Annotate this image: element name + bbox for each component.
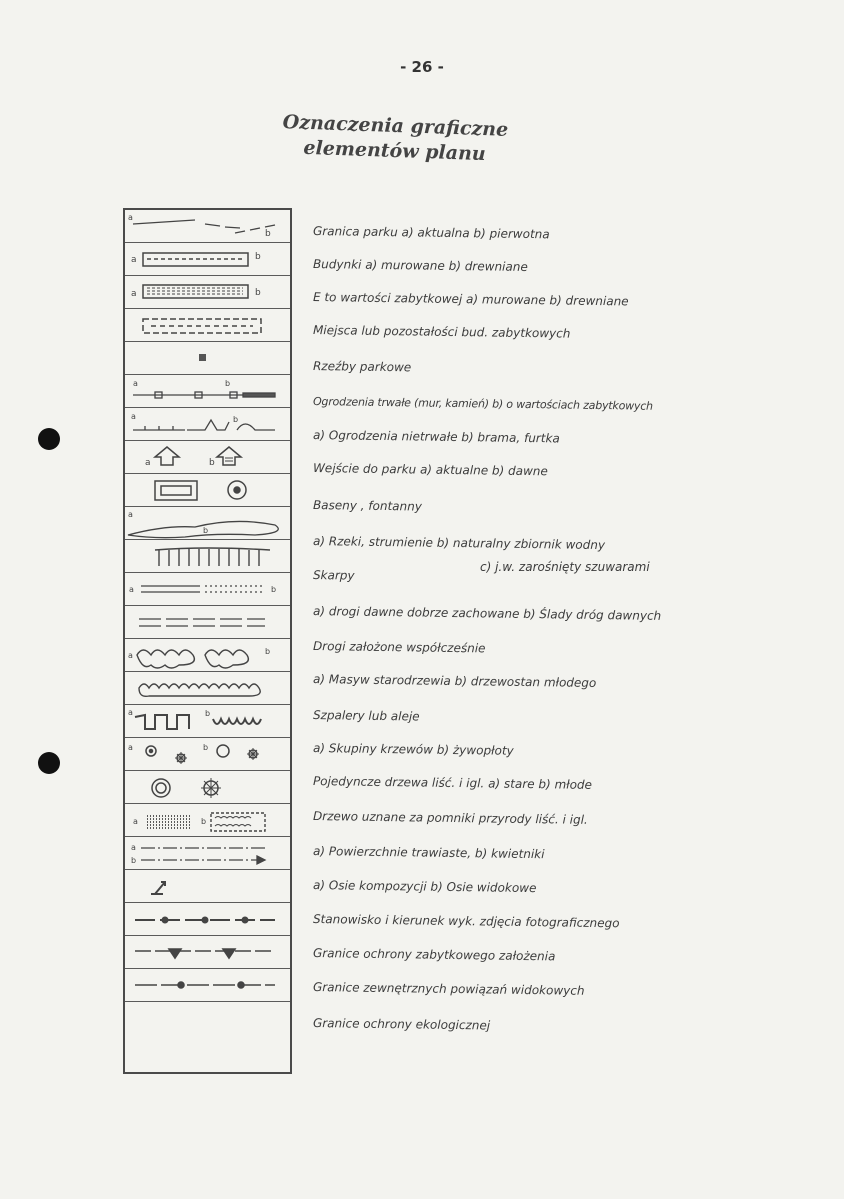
legend-label-view-connections-boundary: Granice zewnętrznych powiązań widokowych bbox=[312, 980, 585, 998]
svg-text:a: a bbox=[131, 289, 137, 299]
legend-label-permanent-fences: Ogrodzenia trwałe (mur, kamień) b) o wartościach zabytkowych bbox=[312, 395, 653, 413]
svg-text:b: b bbox=[205, 709, 211, 718]
legend-label-woodland: a) Masyw starodrzewia b) drzewostan młodego bbox=[312, 672, 597, 690]
page-number: - 26 - bbox=[400, 58, 444, 76]
svg-text:a: a bbox=[129, 585, 134, 594]
svg-text:b: b bbox=[225, 379, 231, 388]
legend-symbol-table bbox=[123, 208, 292, 1074]
svg-text:b: b bbox=[255, 288, 261, 298]
legend-label-photo-station: Stanowisko i kierunek wyk. zdjęcia fotograficznego bbox=[312, 912, 620, 931]
legend-symbol-photo-station bbox=[125, 870, 290, 903]
svg-text:a: a bbox=[128, 708, 133, 717]
svg-text:b: b bbox=[265, 647, 271, 656]
punch-hole-top bbox=[38, 428, 60, 450]
legend-label-heritage-protection-boundary: Granice ochrony zabytkowego założenia bbox=[312, 946, 556, 964]
legend-symbol-park-boundary bbox=[125, 210, 290, 243]
svg-text:b: b bbox=[265, 229, 271, 239]
legend-symbol-permanent-fences bbox=[125, 375, 290, 408]
legend-symbol-sculptures bbox=[125, 342, 290, 375]
legend-symbol-historic-buildings bbox=[125, 276, 290, 309]
legend-symbol-ecological-protection-boundary bbox=[125, 969, 290, 1002]
svg-text:a: a bbox=[145, 458, 151, 468]
legend-symbol-natural-monuments bbox=[125, 771, 290, 804]
svg-text:b: b bbox=[209, 458, 215, 468]
legend-label-sculptures: Rzeźby parkowe bbox=[312, 359, 412, 375]
svg-text:b: b bbox=[271, 585, 277, 594]
svg-text:b: b bbox=[203, 743, 209, 752]
legend-label-modern-roads: Drogi założone współcześnie bbox=[312, 639, 486, 656]
legend-label-lawns-flowerbeds: a) Powierzchnie trawiaste, b) kwietniki bbox=[312, 844, 545, 862]
legend-label-rows-alleys: Szpalery lub aleje bbox=[312, 708, 420, 724]
legend-symbol-escarpments bbox=[125, 540, 290, 573]
legend-label-natural-monuments: Drzewo uznane za pomniki przyrody liść. i igl. bbox=[312, 809, 588, 827]
svg-text:b: b bbox=[233, 415, 239, 424]
legend-symbol-axes bbox=[125, 837, 290, 870]
title-line-2: elementów planu bbox=[303, 136, 487, 166]
svg-text:a: a bbox=[133, 379, 138, 388]
legend-symbol-pools-fountains bbox=[125, 474, 290, 507]
svg-text:b: b bbox=[203, 526, 209, 535]
legend-label-escarpments-overgrown: c) j.w. zarośnięty szuwarami bbox=[480, 560, 650, 574]
legend-label-park-boundary: Granica parku a) aktualna b) pierwotna bbox=[312, 224, 550, 242]
legend-symbol-view-connections-boundary bbox=[125, 936, 290, 969]
legend-symbol-single-trees bbox=[125, 738, 290, 771]
svg-text:a: a bbox=[128, 510, 133, 519]
title-line-1: Oznaczenia graficzne bbox=[282, 111, 509, 141]
legend-label-temporary-fences: a) Ogrodzenia nietrwałe b) brama, furtka bbox=[312, 428, 560, 446]
legend-label-buildings: Budynki a) murowane b) drewniane bbox=[312, 257, 528, 274]
legend-label-axes: a) Osie kompozycji b) Osie widokowe bbox=[312, 878, 537, 896]
legend-symbol-park-entrance bbox=[125, 441, 290, 474]
svg-text:a: a bbox=[128, 743, 133, 752]
legend-symbol-heritage-protection-boundary bbox=[125, 903, 290, 936]
legend-label-old-roads: a) drogi dawne dobrze zachowane b) Ślady dróg dawnych bbox=[312, 604, 662, 623]
legend-symbol-temporary-fences bbox=[125, 408, 290, 441]
legend-label-pools-fountains: Baseny , fontanny bbox=[312, 498, 423, 514]
legend-symbol-rivers-streams bbox=[125, 507, 290, 540]
legend-label-rivers-streams: a) Rzeki, strumienie b) naturalny zbiornik wodny bbox=[312, 534, 606, 553]
legend-label-historic-buildings: E to wartości zabytkowej a) murowane b) drewniane bbox=[312, 290, 629, 309]
svg-text:a: a bbox=[133, 817, 138, 826]
legend-symbol-buildings bbox=[125, 243, 290, 276]
svg-text:a: a bbox=[131, 843, 136, 852]
svg-text:b: b bbox=[131, 856, 137, 865]
punch-hole-bottom bbox=[38, 752, 60, 774]
legend-label-historic-remains: Miejsca lub pozostałości bud. zabytkowych bbox=[312, 323, 571, 341]
svg-text:b: b bbox=[201, 817, 207, 826]
legend-label-single-trees: Pojedyncze drzewa liść. i igl. a) stare b) młode bbox=[312, 774, 593, 792]
legend-label-park-entrance: Wejście do parku a) aktualne b) dawne bbox=[312, 461, 548, 479]
legend-symbol-shrubs-hedges bbox=[125, 705, 290, 738]
legend-label-shrubs-hedges: a) Skupiny krzewów b) żywopłoty bbox=[312, 741, 514, 758]
legend-symbol-lawns-flowerbeds bbox=[125, 804, 290, 837]
page-title bbox=[249, 109, 541, 169]
legend-symbol-modern-roads bbox=[125, 606, 290, 639]
svg-text:a: a bbox=[128, 213, 133, 222]
svg-text:b: b bbox=[255, 252, 261, 262]
legend-label-escarpments: Skarpy bbox=[312, 568, 355, 583]
svg-text:a: a bbox=[131, 255, 137, 265]
legend-symbol-historic-remains bbox=[125, 309, 290, 342]
svg-text:a: a bbox=[128, 651, 133, 660]
legend-symbol-woodland bbox=[125, 639, 290, 672]
svg-text:a: a bbox=[131, 412, 136, 421]
legend-symbol-old-roads bbox=[125, 573, 290, 606]
legend-label-ecological-protection-boundary: Granice ochrony ekologicznej bbox=[312, 1016, 491, 1033]
legend-symbol-rows-alleys bbox=[125, 672, 290, 705]
